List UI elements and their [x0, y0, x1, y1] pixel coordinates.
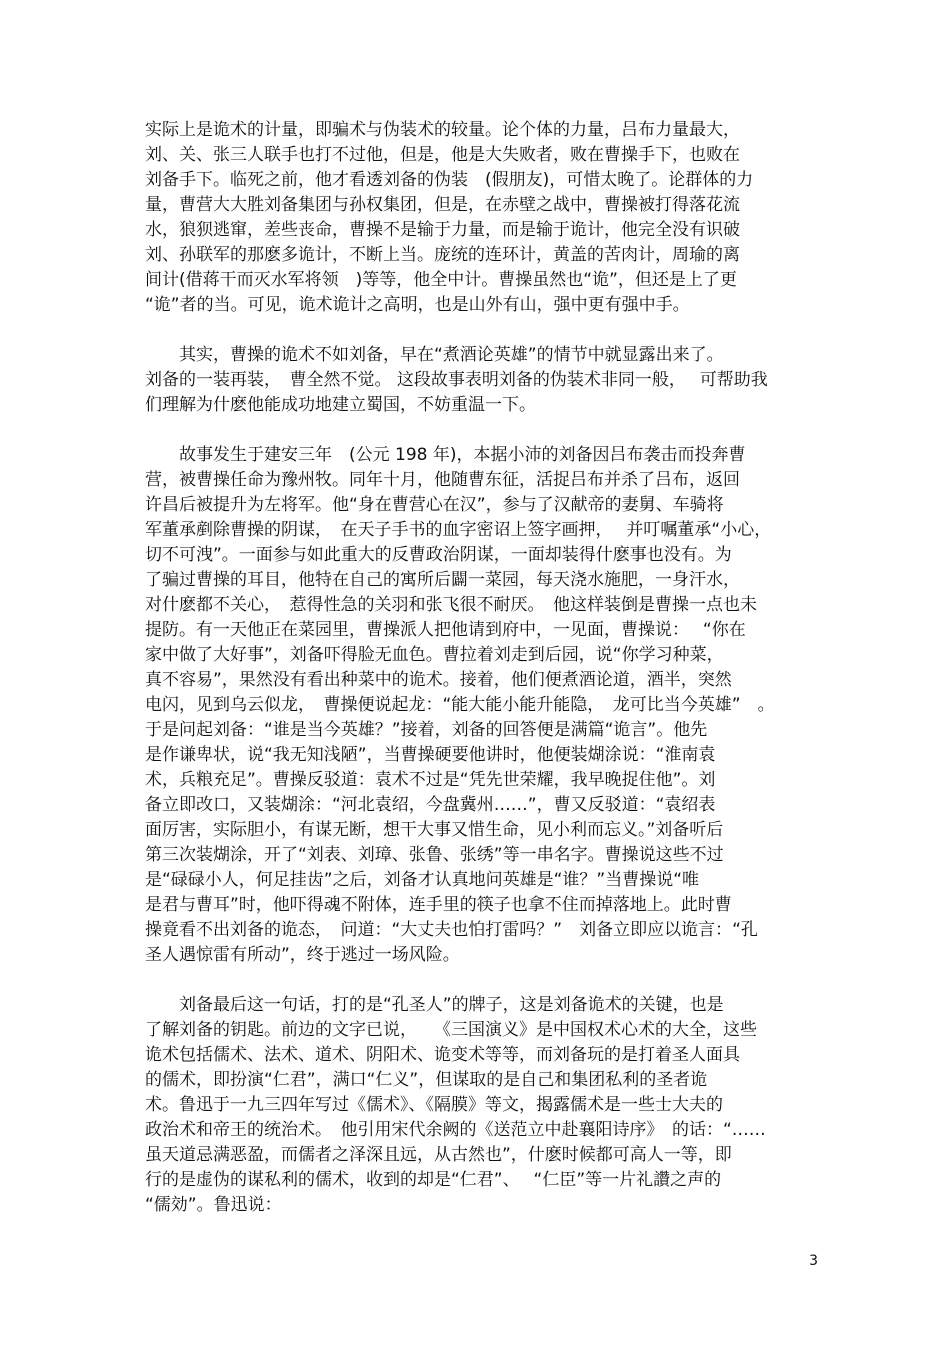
text-line: 虽天道忌满恶盈，而儒者之泽深且远，从古然也”，什麽时候都可高人一等，即 — [145, 1145, 732, 1165]
text-line: 了解刘备的钥匙。前边的文字已说， 《三国演义》是中国权术心术的大全，这些 — [145, 1020, 757, 1040]
text-line: 是君与曹耳”时，他吓得魂不附体，连手里的筷子也拿不住而掉落地上。此时曹 — [145, 895, 732, 915]
text-line: 故事发生于建安三年 (公元 198 年)，本据小沛的刘备因吕布袭击而投奔曹 — [145, 445, 746, 465]
text-line: 对什麽都不关心， 惹得性急的关羽和张飞很不耐厌。 他这样装倒是曹操一点也未 — [145, 595, 757, 615]
text-line: 刘、孙联军的那麽多诡计，不断上当。庞统的连环计，黄盖的苦肉计，周瑜的离 — [145, 245, 740, 265]
text-line: 提防。有一天他正在菜园里，曹操派人把他请到府中，一见面，曹操说： “你在 — [145, 620, 746, 640]
text-line: 切不可洩”。一面参与如此重大的反曹政治阴谋，一面却装得什麽事也没有。为 — [145, 545, 732, 565]
text-line: 行的是虚伪的谋私利的儒术，收到的却是“仁君”、 “仁臣”等一片礼讚之声的 — [145, 1170, 722, 1190]
text-line: 电闪，见到乌云似龙， 曹操便说起龙：“能大能小能升能隐， 龙可比当今英雄” 。 — [145, 695, 775, 715]
text-line: 刘、关、张三人联手也打不过他，但是，他是大失败者，败在曹操手下，也败在 — [145, 145, 740, 165]
page-number: 3 — [809, 1253, 818, 1269]
text-line: 了骗过曹操的耳目，他特在自己的寓所后闢一菜园，每天浇水施肥，一身汗水， — [145, 570, 740, 590]
text-line: 家中做了大好事”，刘备吓得脸无血色。曹拉着刘走到后园，说“你学习种菜， — [145, 645, 724, 665]
text-line: 术。鲁迅于一九三四年写过《儒术》、《隔膜》等文，揭露儒术是一些士大夫的 — [145, 1095, 723, 1115]
text-line: 是“碌碌小人，何足挂齿”之后，刘备才认真地问英雄是“谁？”当曹操说“唯 — [145, 870, 700, 890]
text-line: “儒効”。鲁迅说： — [145, 1195, 282, 1215]
text-line: 刘备的一装再装， 曹全然不觉。 这段故事表明刘备的伪装术非同一般， 可帮助我 — [145, 370, 768, 390]
text-line: 的儒术，即扮演“仁君”，满口“仁义”，但谋取的是自己和集团私利的圣者诡 — [145, 1070, 708, 1090]
text-line: 军董承剷除曹操的阴谋， 在天子手书的血字密诏上签字画押， 并叮嘱董承“小心， — [145, 520, 772, 540]
text-line: 量，曹营大大胜刘备集团与孙权集团，但是，在赤壁之战中，曹操被打得落花流 — [145, 195, 740, 215]
text-line: 营，被曹操任命为豫州牧。同年十月，他随曹东征，活捉吕布并杀了吕布，返回 — [145, 470, 740, 490]
text-line: 政治术和帝王的统治术。 他引用宋代余阙的《送范立中赴襄阳诗序》 的话：“…… — [145, 1120, 766, 1140]
text-line: 圣人遇惊雷有所动”，终于逃过一场风险。 — [145, 945, 460, 965]
text-line: 第三次装煳涂，开了“刘表、刘璋、张鲁、张绣”等一串名字。曹操说这些不过 — [145, 845, 724, 865]
text-line: 诡术包括儒术、法术、道术、阴阳术、诡变术等等，而刘备玩的是打着圣人面具 — [145, 1045, 740, 1065]
text-line: 们理解为什麽他能成功地建立蜀国，不妨重温一下。 — [145, 395, 536, 415]
text-line: 真不容易”，果然没有看出种菜中的诡术。接着，他们便煮酒论道，酒半，突然 — [145, 670, 732, 690]
text-line: 备立即改口，又装煳涂：“河北袁绍，今盘冀州……”，曹又反驳道：“袁绍表 — [145, 795, 716, 815]
text-line: 刘备手下。临死之前，他才看透刘备的伪装 (假朋友)，可惜太晚了。论群体的力 — [145, 170, 754, 190]
text-line: 其实，曹操的诡术不如刘备，早在“煮酒论英雄”的情节中就显露出来了。 — [145, 345, 724, 365]
text-line: 操竟看不出刘备的诡态， 问道：“大丈夫也怕打雷吗？” 刘备立即应以诡言：“孔 — [145, 920, 758, 940]
text-line: 是作谦卑状，说“我无知浅陋”，当曹操硬要他讲时，他便装煳涂说：“淮南袁 — [145, 745, 716, 765]
text-line: “诡”者的当。可见，诡术诡计之高明，也是山外有山，强中更有强中手。 — [145, 295, 690, 315]
text-line: 术，兵粮充足”。曹操反驳道：袁术不过是“凭先世荣耀，我早晚捉住他”。刘 — [145, 770, 716, 790]
text-line: 间计(借蒋干而灭水军将领 )等等，他全中计。曹操虽然也“诡”，但还是上了更 — [145, 270, 737, 290]
text-line: 面厉害，实际胆小，有谋无断，想干大事又惜生命，见小利而忘义。”刘备听后 — [145, 820, 724, 840]
text-line: 水，狼狈逃窜，差些丧命，曹操不是输于力量，而是输于诡计，他完全没有识破 — [145, 220, 740, 240]
text-line: 刘备最后这一句话，打的是“孔圣人”的牌子，这是刘备诡术的关键，也是 — [145, 995, 724, 1015]
text-line: 实际上是诡术的计量，即骗术与伪装术的较量。论个体的力量，吕布力量最大， — [145, 120, 740, 140]
text-line: 于是问起刘备：“谁是当今英雄？”接着，刘备的回答便是满篇“诡言”。他先 — [145, 720, 708, 740]
text-line: 许昌后被提升为左将军。他“身在曹营心在汉”，参与了汉献帝的妻舅、车骑将 — [145, 495, 724, 515]
